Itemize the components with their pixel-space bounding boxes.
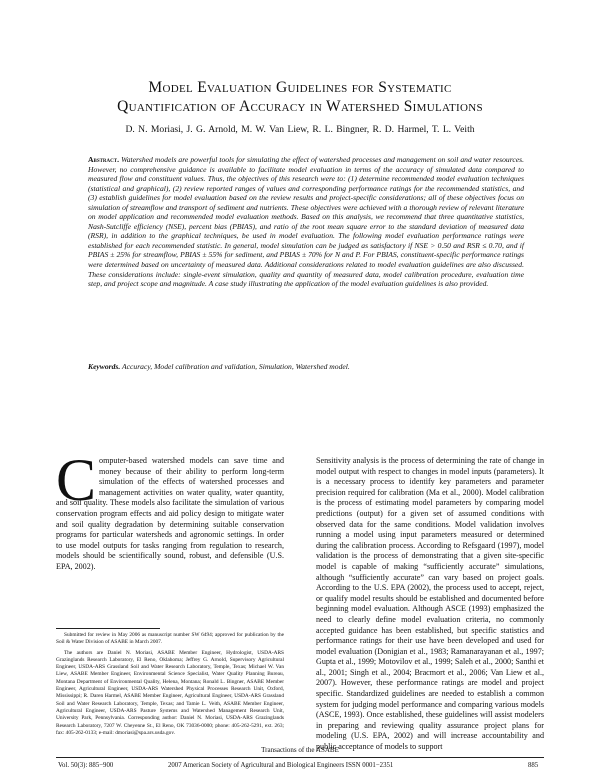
intro-paragraph: omputer-based watershed models can save time and money because of their ability to perform long-term simulation of the effects of watershed processes and management activities on water quality, water quantity, and soil quality. These models also facilitate the simulation of various conservation program effects and aid policy design to mitigate water and soil quality degradation by determining suitable conservation programs for particular watersheds and agronomic settings. In order to use model outputs for tasks ranging from regulation to research, models should be scientifically sound, robust, and defensible (U.S. EPA, 2002). bbox=[56, 456, 284, 571]
volume-info: Vol. 50(3): 885−900 bbox=[58, 762, 114, 769]
copyright-notice: 2007 American Society of Agricultural and Biological Engineers ISSN 0001−2351 bbox=[168, 762, 394, 769]
keywords bbox=[88, 362, 524, 371]
footnote-submitted: Submitted for review in May 2006 as manuscript number SW 6494; approved for publication by the Soil & Water Division of ASABE in March 2007. bbox=[56, 632, 284, 646]
keywords-text: Accuracy, Model calibration and validation, Simulation, Watershed model. bbox=[122, 362, 350, 371]
journal-name: Transactions of the ASABE bbox=[261, 746, 339, 754]
keywords-label: Keywords. bbox=[88, 362, 121, 371]
left-column bbox=[56, 447, 284, 573]
abstract-text: Watershed models are powerful tools for simulating the effect of watershed processes and management on soil and water resources. However, no comprehensive guidance is available to facilitate model evaluation in terms of the accuracy of simulated data compared to measured flow and constituent values. Thus, the objectives of this research were to: (1) determine recommended model evaluation techniques (statistical and graphical), (2) review reported ranges of values and corresponding performance ratings for the recommended statistics, and (3) establish guidelines for model evaluation based on the review results and project-specific considerations; all of these objectives focus on simulation of streamflow and transport of sediment and nutrients. These objectives were achieved with a thorough review of relevant literature on model application and recommended model evaluation methods. Based on this analysis, we recommend that three quantitative statistics, Nash-Sutcliffe efficiency (NSE), percent bias (PBIAS), and ratio of the root mean square error to the standard deviation of measured data (RSR), in addition to the graphical techniques, be used in model evaluation. The following model evaluation performance ratings were established for each recommended statistic. In general, model simulation can be judged as satisfactory if NSE > 0.50 and RSR ≤ 0.70, and if PBIAS ± 25% for streamflow, PBIAS ± 55% for sediment, and PBIAS ± 70% for N and P. For PBIAS, constituent-specific performance ratings were determined based on uncertainty of measured data. Additional considerations related to model evaluation guidelines are also discussed. These considerations include: single-event simulation, quality and quantity of measured data, model calibration procedure, evaluation time step, and project scope and magnitude. A case study illustrating the application of the model evaluation guidelines is also provided. bbox=[88, 155, 524, 289]
sensitivity-paragraph: Sensitivity analysis is the process of determining the rate of change in model output with respect to changes in model inputs (parameters). It is a necessary process to identify key parameters and parameter precision required for calibration (Ma et al., 2000). Model calibration is the process of estimating model parameters by comparing model predictions (output) for a given set of assumed conditions with observed data for the same conditions. Model validation involves running a model using input parameters measured or determined during the calibration process. According to Refsgaard (1997), model validation is the process of demonstrating that a given site-specific model is capable of making “sufficiently accurate” simulations, although “sufficiently accurate” can vary based on project goals. According to the U.S. EPA (2002), the process used to accept, reject, or qualify model results should be established and documented before beginning model evaluation. Although ASCE (1993) emphasized the need to clearly define model evaluation criteria, no commonly accepted guidance has been established, but specific statistics and performance ratings for their use have been developed and used for model evaluation (Donigian et al., 1983; Ramanarayanan et al., 1997; Gupta et al., 1999; Motovilov et al., 1999; Saleh et al., 2000; Santhi et al., 2001; Singh et al., 2004; Bracmort et al., 2006; Van Liew et al., 2007). However, these performance ratings are model and project specific. Standardized guidelines are needed to establish a common system for judging model performance and comparing various models (ASCE, 1993). Once established, these guidelines will assist modelers in preparing and reviewing quality assurance project plans for modeling (U.S. EPA, 2002) and will increase accountability and public acceptance of models to support bbox=[316, 456, 544, 752]
right-column bbox=[316, 456, 544, 753]
drop-cap: C bbox=[56, 447, 97, 513]
footnotes bbox=[56, 632, 284, 740]
title-line-2: Quantification of Accuracy in Watershed Simulations bbox=[117, 98, 483, 115]
author-list: D. N. Moriasi, J. G. Arnold, M. W. Van Liew, R. L. Bingner, R. D. Harmel, T. L. Veith bbox=[125, 124, 475, 135]
paper-title bbox=[40, 78, 560, 116]
footnote-authors: The authors are Daniel N. Moriasi, ASABE Member Engineer, Hydrologist, USDA-ARS Grazinglands Research Laboratory, El Reno, Oklahoma; Jeffrey G. Arnold, Supervisory Agricultural Engineer, USDA-ARS Grassland Soil and Water Research Laboratory, Temple, Texas; Michael W. Van Liew, ASABE Member Engineer, Environmental Science Specialist, Water Quality Planning Bureau, Montana Department of Environmental Quality, Helena, Montana; Ronald L. Bingner, ASABE Member Engineer, Agricultural Engineer, USDA-ARS Watershed Physical Processes Research Unit, Oxford, Mississippi; R. Daren Harmel, ASABE Member Engineer, Agricultural Engineer, USDA-ARS Grassland Soil and Water Research Laboratory, Temple, Texas; and Tamie L. Veith, ASABE Member Engineer, Agricultural Engineer, USDA-ARS Pasture Systems and Watershed Management Research Unit, University Park, Pennsylvania. Corresponding author: Daniel N. Moriasi, USDA-ARS Grazinglands Research Laboratory, 7207 W. Cheyenne St., El Reno, OK 73036-0000; phone: 405-262-5291, ext. 263; fax: 405-262-0133; e-mail: dmoriasi@spa.ars.usda.gov. bbox=[56, 649, 284, 736]
abstract-label: Abstract. bbox=[88, 155, 120, 164]
title-line-1: Model Evaluation Guidelines for Systematic bbox=[148, 79, 452, 96]
footer-divider bbox=[56, 757, 544, 758]
page-number: 885 bbox=[528, 762, 539, 769]
abstract bbox=[88, 155, 524, 289]
footnote-divider bbox=[56, 628, 160, 629]
